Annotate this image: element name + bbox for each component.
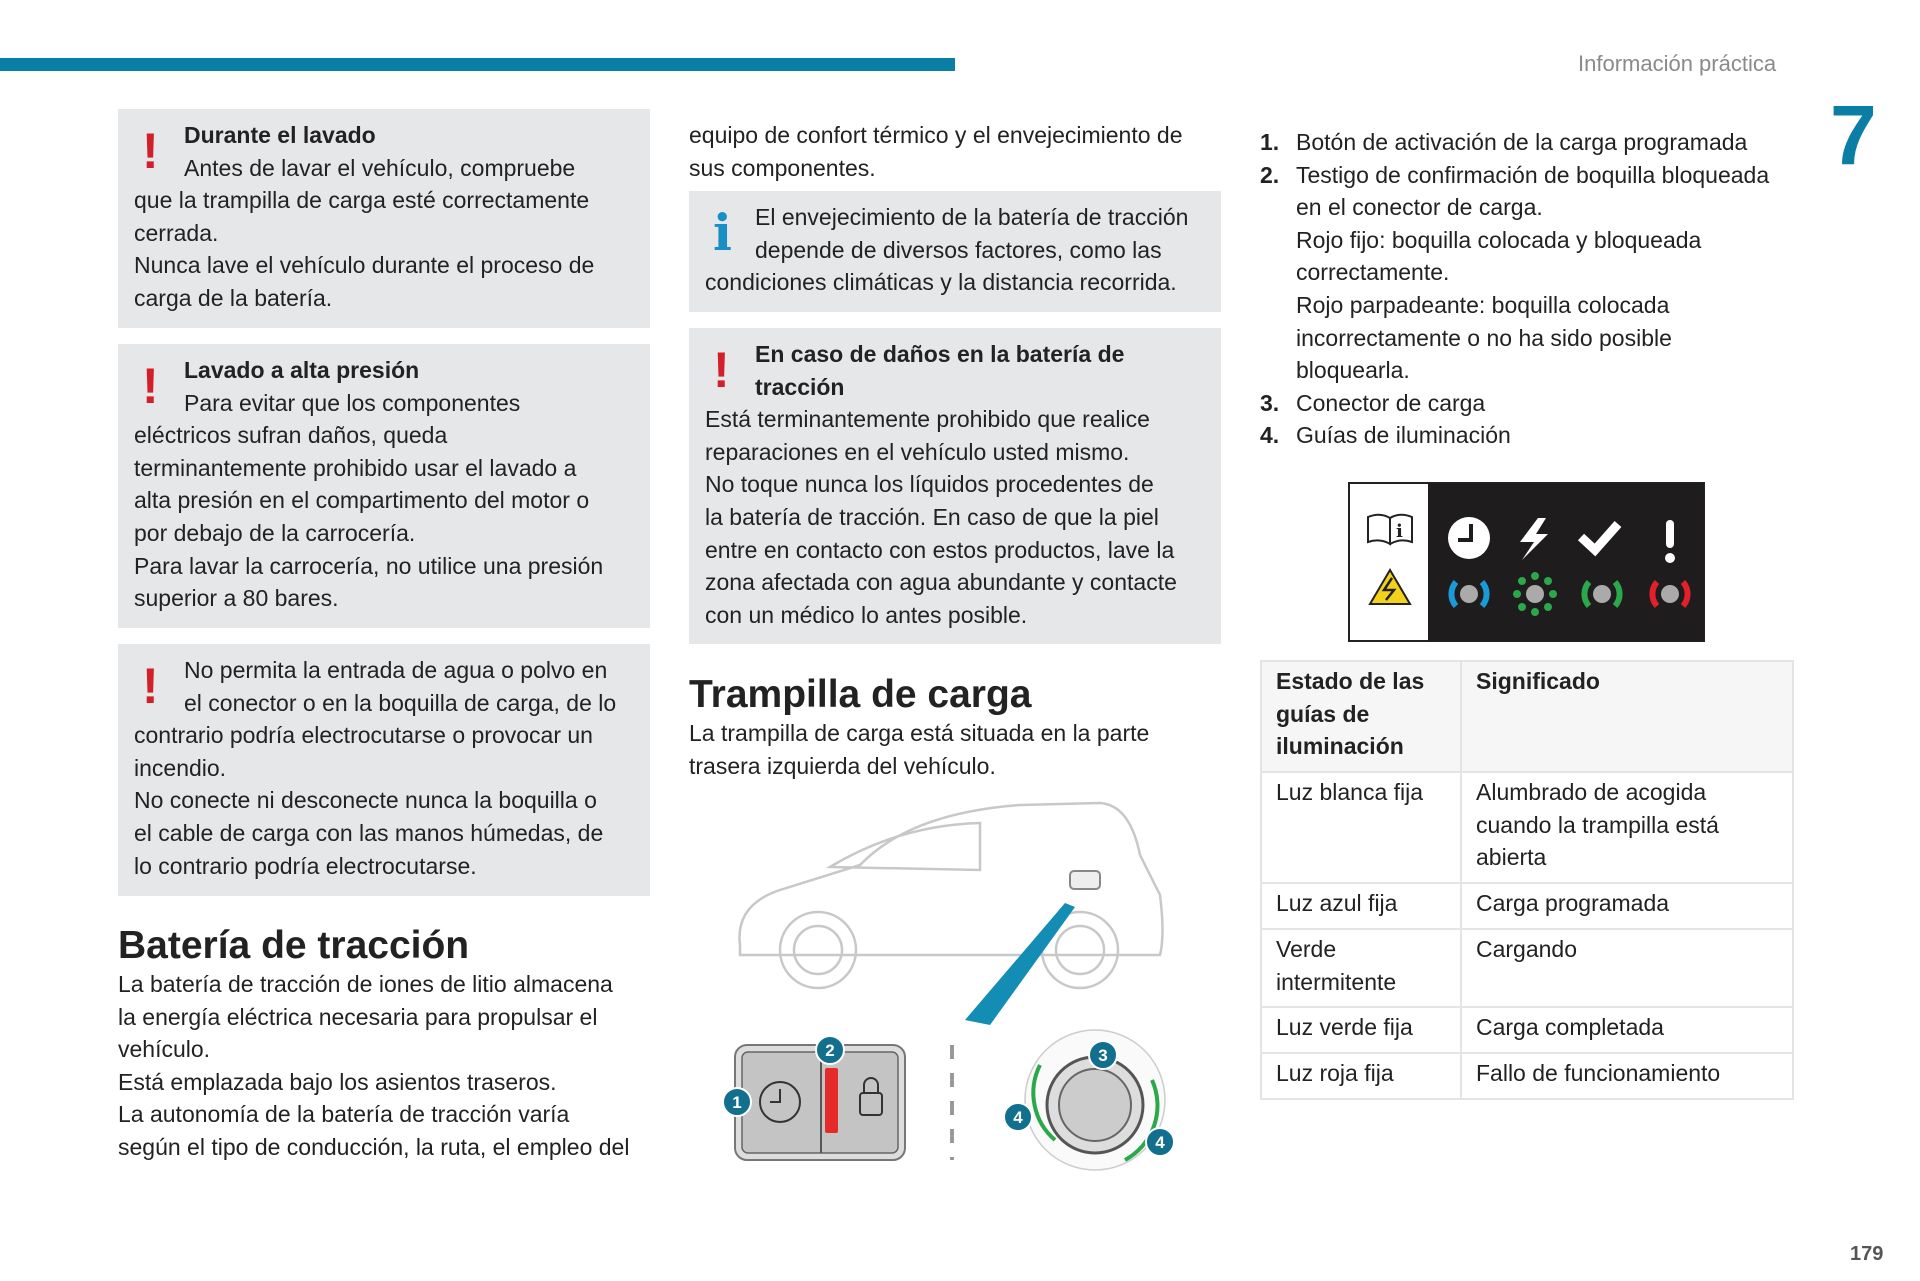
- light-guide-table: [1260, 660, 1794, 1100]
- section-heading: Batería de tracción: [118, 924, 470, 967]
- list-item: 4. Guías de iluminación: [1260, 422, 1511, 449]
- section-title: Información práctica: [1578, 51, 1777, 76]
- table-row: Luz blanca fija Alumbrado de acogida cuando la trampilla está abierta: [1261, 772, 1793, 883]
- text-line: reparaciones en el vehículo usted mismo.: [705, 438, 1130, 465]
- page-number: 179: [1850, 1243, 1884, 1265]
- text-line: El envejecimiento de la batería de tracción: [755, 204, 1189, 230]
- text-line: Nunca lave el vehículo durante el proceso de: [134, 252, 595, 279]
- info-box: [689, 191, 1221, 312]
- text-line: superior a 80 bares.: [134, 585, 339, 612]
- warning-title: Lavado a alta presión: [184, 357, 420, 383]
- text-line: la energía eléctrica necesaria para propulsar el: [118, 1003, 598, 1030]
- clock-icon: [1448, 517, 1490, 559]
- text-line: terminantemente prohibido usar el lavado a: [134, 454, 577, 481]
- text-line: condiciones climáticas y la distancia recorrida.: [705, 269, 1177, 296]
- text-line: incendio.: [134, 754, 227, 781]
- indicator-panel: [1348, 482, 1705, 642]
- callout-label: 3: [1098, 1046, 1108, 1065]
- text-line: sus componentes.: [689, 154, 876, 181]
- text-line: trasera izquierda del vehículo.: [689, 752, 996, 779]
- text-line: cerrada.: [134, 219, 219, 246]
- text-line: entre en contacto con estos productos, lave la: [705, 536, 1175, 563]
- warning-box-water: [118, 644, 650, 896]
- callout-label: 4: [1155, 1133, 1165, 1152]
- table-row: Luz azul fija Carga programada: [1261, 883, 1793, 929]
- exclamation-icon: !: [142, 658, 159, 714]
- chapter-number: 7: [1830, 88, 1877, 182]
- text-line: Está terminantemente prohibido que realice: [705, 406, 1150, 433]
- flap-marker: [1070, 871, 1100, 889]
- text-line: eléctricos sufran daños, queda: [134, 422, 448, 449]
- exclamation-icon: [1665, 520, 1675, 563]
- list-item: 2. Testigo de confirmación de boquilla bloqueada en el conector de carga. Rojo fijo: boquilla colocada y bloqueada correctamente. Rojo parpadeante: boquilla colocada incorrectamente o no ha sido posible bloquearla.: [1260, 161, 1770, 384]
- exclamation-icon: !: [142, 358, 159, 414]
- text-line: lo contrario podría electrocutarse.: [134, 852, 477, 879]
- text-line: por debajo de la carrocería.: [134, 519, 416, 546]
- exclamation-icon: !: [713, 342, 730, 398]
- text-line: según el tipo de conducción, la ruta, el empleo del: [118, 1133, 630, 1160]
- text-line: Está emplazada bajo los asientos traseros.: [118, 1068, 557, 1095]
- table-header: Significado: [1461, 661, 1793, 772]
- text-line: carga de la batería.: [134, 284, 333, 311]
- text-line: el cable de carga con las manos húmedas, de: [134, 819, 604, 846]
- text-line: el conector o en la boquilla de carga, de lo: [184, 689, 617, 716]
- charging-flap-illustration: [720, 795, 1190, 1180]
- green-blinking-light-icon: [1513, 572, 1557, 616]
- list-item: 3. Conector de carga: [1260, 389, 1486, 416]
- table-row: Luz verde fija Carga completada: [1261, 1007, 1793, 1053]
- intro-text: [689, 119, 1229, 184]
- text-line: con un médico lo antes posible.: [705, 601, 1028, 628]
- pointer-wedge: [965, 903, 1075, 1025]
- list-item: 1. Botón de activación de la carga programada: [1260, 129, 1748, 155]
- warning-box-pressure: [118, 344, 650, 628]
- warning-title: En caso de daños en la batería de: [755, 341, 1125, 367]
- control-panel: [735, 1045, 905, 1160]
- text-line: la batería de tracción. En caso de que la piel: [705, 503, 1159, 530]
- callout-label: 2: [825, 1041, 835, 1060]
- text-line: zona afectada con agua abundante y contacte: [705, 569, 1177, 596]
- text-line: Para evitar que los componentes: [184, 389, 521, 416]
- table-header: Estado de las guías de iluminación: [1261, 661, 1461, 772]
- table-header-row: [1261, 661, 1793, 772]
- battery-section: [118, 924, 658, 1164]
- text-line: vehículo.: [118, 1036, 211, 1063]
- callout-label: 1: [732, 1093, 742, 1112]
- text-line: equipo de confort térmico y el envejecimiento de: [689, 122, 1183, 148]
- legend-list: [1260, 126, 1820, 452]
- text-line: La trampilla de carga está situada en la parte: [689, 720, 1150, 746]
- warning-box-damage: [689, 328, 1221, 644]
- text-line: No conecte ni desconecte nunca la boquilla o: [134, 787, 597, 814]
- info-icon: i: [713, 203, 732, 262]
- text-line: La autonomía de la batería de tracción varía: [118, 1101, 570, 1128]
- warning-title: Durante el lavado: [184, 122, 376, 148]
- table-row: Luz roja fija Fallo de funcionamiento: [1261, 1053, 1793, 1099]
- charging-flap-section: [689, 673, 1229, 782]
- exclamation-icon: !: [142, 123, 159, 179]
- table-row: Verde intermitente Cargando: [1261, 929, 1793, 1007]
- text-line: No toque nunca los líquidos procedentes de: [705, 471, 1154, 498]
- section-heading: Trampilla de carga: [689, 673, 1032, 716]
- text-line: alta presión en el compartimento del motor o: [134, 487, 590, 514]
- text-line: Para lavar la carrocería, no utilice una presión: [134, 552, 604, 579]
- callout-label: 4: [1013, 1108, 1023, 1127]
- text-line: contrario podría electrocutarse o provocar un: [134, 722, 593, 749]
- header-accent-bar: [0, 58, 955, 71]
- text-line: que la trampilla de carga esté correctamente: [134, 187, 590, 214]
- warning-title: tracción: [755, 373, 845, 400]
- text-line: depende de diversos factores, como las: [755, 236, 1162, 263]
- car-outline: [740, 803, 1163, 988]
- warning-box-washing: [118, 109, 650, 328]
- text-line: La batería de tracción de iones de litio almacena: [118, 971, 613, 997]
- text-line: Antes de lavar el vehículo, compruebe: [184, 154, 576, 181]
- svg-text:i: i: [1396, 521, 1403, 542]
- text-line: No permita la entrada de agua o polvo en: [184, 657, 608, 683]
